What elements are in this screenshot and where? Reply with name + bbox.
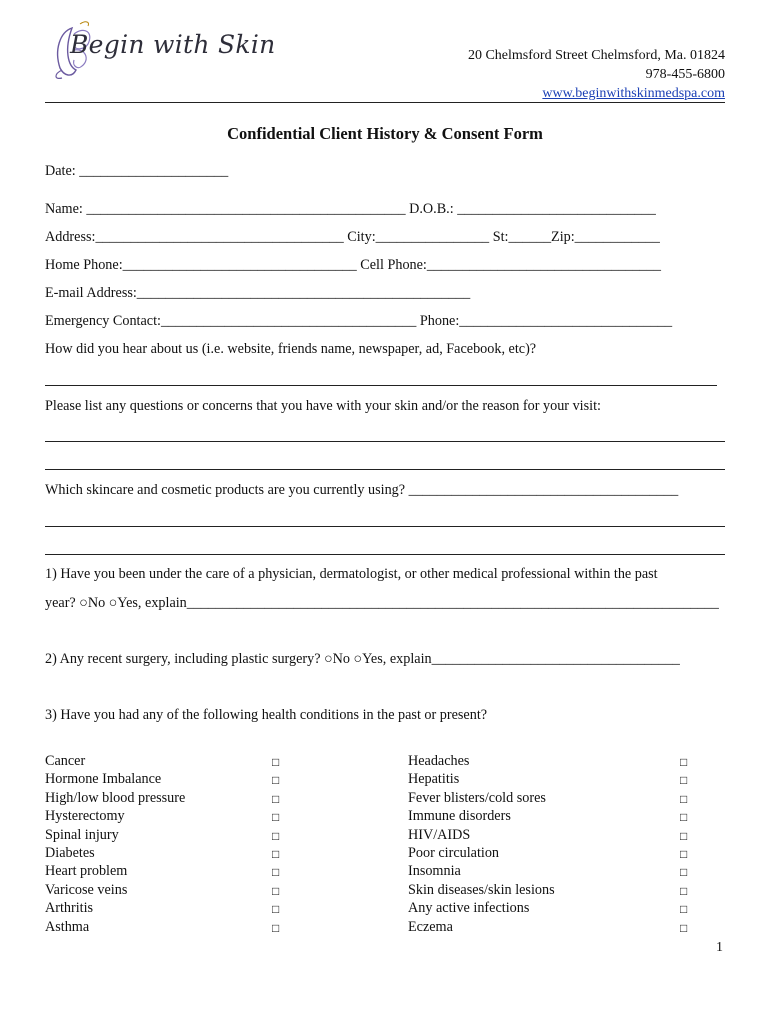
header-website-link[interactable]: www.beginwithskinmedspa.com [542,86,725,101]
condition-label: Insomnia [408,863,461,880]
header-phone: 978-455-6800 [645,67,725,82]
condition-checkbox[interactable]: □ [680,847,688,861]
condition-label: Arthritis [45,900,94,917]
condition-checkbox[interactable]: □ [272,810,280,825]
concerns-answer-line[interactable] [45,469,725,470]
condition-label: Any active infections [408,900,530,917]
condition-label: Immune disorders [408,808,511,825]
products-question[interactable]: Which skincare and cosmetic products are you currently using? ______________________________________ [45,482,679,498]
condition-checkbox[interactable]: □ [680,902,688,917]
condition-label: Hepatitis [408,771,460,788]
condition-label: Diabetes [45,845,95,861]
condition-label: Poor circulation [408,845,500,861]
condition-checkbox[interactable]: □ [272,902,280,917]
email-field[interactable]: E-mail Address:_______________________________________________ [45,285,471,301]
condition-checkbox[interactable]: □ [680,773,688,788]
hear-about-question: How did you hear about us (i.e. website, friends name, newspaper, ad, Facebook, etc)? [45,341,537,357]
condition-checkbox[interactable]: □ [272,828,280,843]
condition-label: Fever blisters/cold sores [408,789,546,806]
form-title: Confidential Client History & Consent Form [227,124,543,143]
condition-checkbox[interactable]: □ [272,883,280,898]
condition-checkbox[interactable]: □ [680,883,688,898]
condition-label: Spinal injury [45,826,119,843]
condition-label: Skin diseases/skin lesions [408,881,555,898]
page-number: 1 [716,940,723,955]
question-1-answer[interactable]: year? ○No ○Yes, explain___________________________________________________________________________ [45,595,719,611]
logo-text: Begin with Skin [70,30,276,59]
condition-checkbox[interactable]: □ [680,810,688,825]
header-address: 20 Chelmsford Street Chelmsford, Ma. 01824 [467,48,725,63]
condition-checkbox[interactable]: □ [272,847,280,861]
condition-checkbox[interactable]: □ [272,773,280,788]
condition-label: Varicose veins [45,881,128,898]
phone-fields[interactable]: Home Phone:_________________________________ Cell Phone:_________________________________ [45,257,661,273]
date-field[interactable]: Date: _____________________ [45,163,229,179]
emergency-contact-field[interactable]: Emergency Contact:____________________________________ Phone:______________________________ [45,313,673,329]
concerns-question: Please list any questions or concerns that you have with your skin and/or the reason for your visit: [45,398,601,414]
products-answer-line[interactable] [45,554,725,555]
condition-checkbox[interactable]: □ [272,791,280,806]
condition-checkbox[interactable]: □ [680,828,688,843]
hear-about-answer-line[interactable] [45,385,717,386]
condition-checkbox[interactable]: □ [680,865,688,880]
condition-label: HIV/AIDS [408,826,471,843]
condition-checkbox[interactable]: □ [680,755,688,769]
condition-label: Headaches [408,753,470,769]
question-3: 3) Have you had any of the following health conditions in the past or present? [45,707,488,723]
question-2[interactable]: 2) Any recent surgery, including plastic surgery? ○No ○Yes, explain___________________________________ [45,651,680,667]
address-field[interactable]: Address:___________________________________ City:________________ St:______Zip:____________ [45,229,660,245]
condition-checkbox[interactable]: □ [272,865,280,880]
products-answer-line[interactable] [45,526,725,527]
name-dob-field[interactable]: Name: _____________________________________________ D.O.B.: ____________________________ [45,201,656,217]
condition-label: High/low blood pressure [45,789,186,806]
condition-checkbox[interactable]: □ [272,920,280,935]
condition-checkbox[interactable]: □ [680,791,688,806]
condition-label: Cancer [45,753,86,769]
header-divider [45,102,725,103]
condition-checkbox[interactable]: □ [680,920,688,935]
condition-label: Asthma [45,918,90,935]
condition-checkbox[interactable]: □ [272,755,280,769]
condition-label: Hormone Imbalance [45,771,162,788]
condition-label: Heart problem [45,863,128,880]
condition-label: Eczema [408,918,453,935]
condition-label: Hysterectomy [45,808,125,825]
question-1: 1) Have you been under the care of a physician, dermatologist, or other medical professional within the past [45,566,658,582]
concerns-answer-line[interactable] [45,441,725,442]
